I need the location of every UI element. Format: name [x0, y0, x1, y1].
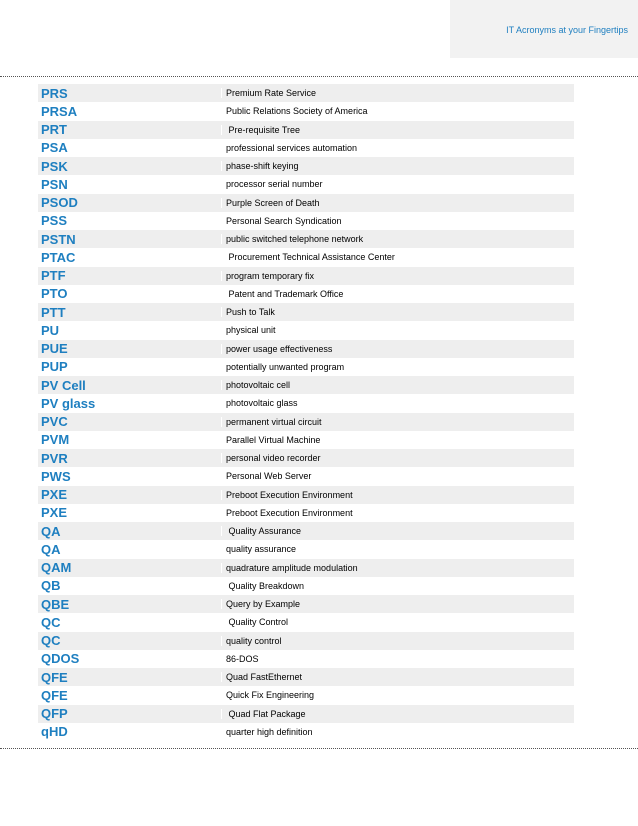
table-row: [38, 467, 574, 485]
acronym-cell: PSA: [41, 140, 68, 156]
acronym-cell: QBE: [41, 596, 70, 612]
acronym-cell: PSOD: [41, 195, 78, 211]
bottom-divider: [0, 748, 638, 749]
table-row: [38, 248, 574, 266]
definition-cell: quadrature amplitude modulation: [221, 563, 574, 573]
definition-cell: Public Relations Society of America: [221, 106, 574, 116]
table-row: [38, 376, 574, 394]
acronym-cell: QFE: [41, 687, 68, 703]
acronym-cell: PRT: [41, 122, 67, 138]
table-row: [38, 650, 574, 668]
definition-cell: public switched telephone network: [221, 234, 574, 244]
definition-cell: Preboot Execution Environment: [221, 508, 574, 518]
table-row: [38, 632, 574, 650]
acronym-cell: PSTN: [41, 231, 76, 247]
table-row: [38, 522, 574, 540]
table-row: [38, 139, 574, 157]
definition-cell: personal video recorder: [221, 453, 574, 463]
definition-cell: quality control: [221, 636, 574, 646]
definition-cell: Query by Example: [221, 599, 574, 609]
acronym-cell: PTO: [41, 286, 68, 302]
definition-cell: Personal Web Server: [221, 471, 574, 481]
acronym-cell: PXE: [41, 505, 68, 521]
table-row: [38, 194, 574, 212]
table-row: [38, 157, 574, 175]
acronym-cell: PSN: [41, 176, 68, 192]
table-row: [38, 212, 574, 230]
acronym-cell: PSS: [41, 213, 68, 229]
acronym-cell: PV Cell: [41, 377, 86, 393]
table-row: [38, 595, 574, 613]
table-row: [38, 230, 574, 248]
acronym-cell: PSK: [41, 158, 68, 174]
acronym-cell: PRS: [41, 85, 68, 101]
acronym-cell: qHD: [41, 724, 68, 740]
table-row: [38, 723, 574, 741]
definition-cell: Preboot Execution Environment: [221, 490, 574, 500]
acronym-cell: PV glass: [41, 395, 96, 411]
definition-cell: program temporary fix: [221, 271, 574, 281]
table-row: [38, 486, 574, 504]
definition-cell: 86-DOS: [221, 654, 574, 664]
definition-cell: Procurement Technical Assistance Center: [221, 252, 574, 262]
definition-cell: Purple Screen of Death: [221, 198, 574, 208]
table-row: [38, 102, 574, 120]
definition-cell: phase-shift keying: [221, 161, 574, 171]
acronym-cell: PXE: [41, 487, 68, 503]
table-row: [38, 285, 574, 303]
table-row: [38, 668, 574, 686]
table-row: [38, 431, 574, 449]
definition-cell: permanent virtual circuit: [221, 417, 574, 427]
table-row: [38, 303, 574, 321]
definition-cell: physical unit: [221, 325, 574, 335]
acronym-cell: PTAC: [41, 249, 76, 265]
table-row: [38, 504, 574, 522]
table-row: [38, 121, 574, 139]
acronym-cell: PVR: [41, 450, 68, 466]
table-row: [38, 340, 574, 358]
table-row: [38, 686, 574, 704]
acronym-cell: QC: [41, 633, 61, 649]
table-row: [38, 84, 574, 102]
table-row: [38, 267, 574, 285]
acronym-cell: PU: [41, 322, 60, 338]
acronym-cell: QFE: [41, 669, 68, 685]
acronym-cell: PVC: [41, 414, 68, 430]
definition-cell: Push to Talk: [221, 307, 574, 317]
definition-cell: power usage effectiveness: [221, 344, 574, 354]
acronym-table: [38, 84, 574, 741]
acronym-cell: PTF: [41, 268, 66, 284]
header-title: IT Acronyms at your Fingertips: [506, 25, 628, 35]
definition-cell: Pre-requisite Tree: [221, 125, 574, 135]
definition-cell: Personal Search Syndication: [221, 216, 574, 226]
acronym-cell: QDOS: [41, 651, 80, 667]
acronym-cell: PVM: [41, 432, 70, 448]
definition-cell: potentially unwanted program: [221, 362, 574, 372]
definition-cell: Quality Breakdown: [221, 581, 574, 591]
definition-cell: Quick Fix Engineering: [221, 690, 574, 700]
table-row: [38, 577, 574, 595]
table-row: [38, 613, 574, 631]
definition-cell: photovoltaic cell: [221, 380, 574, 390]
acronym-cell: PUE: [41, 341, 68, 357]
acronym-cell: QFP: [41, 706, 68, 722]
acronym-cell: PRSA: [41, 103, 78, 119]
definition-cell: Patent and Trademark Office: [221, 289, 574, 299]
table-row: [38, 413, 574, 431]
acronym-cell: QC: [41, 614, 61, 630]
definition-cell: photovoltaic glass: [221, 398, 574, 408]
acronym-cell: QA: [41, 541, 61, 557]
table-row: [38, 449, 574, 467]
table-row: [38, 394, 574, 412]
table-row: [38, 358, 574, 376]
definition-cell: quality assurance: [221, 544, 574, 554]
acronym-cell: PTT: [41, 304, 66, 320]
top-divider: [0, 76, 638, 77]
table-row: [38, 321, 574, 339]
acronym-cell: QB: [41, 578, 61, 594]
table-row: [38, 559, 574, 577]
definition-cell: professional services automation: [221, 143, 574, 153]
definition-cell: quarter high definition: [221, 727, 574, 737]
table-row: [38, 540, 574, 558]
definition-cell: Parallel Virtual Machine: [221, 435, 574, 445]
table-row: [38, 705, 574, 723]
table-row: [38, 175, 574, 193]
definition-cell: processor serial number: [221, 179, 574, 189]
header-box: [450, 0, 638, 58]
definition-cell: Quad Flat Package: [221, 709, 574, 719]
definition-cell: Quality Assurance: [221, 526, 574, 536]
definition-cell: Quad FastEthernet: [221, 672, 574, 682]
definition-cell: Premium Rate Service: [221, 88, 574, 98]
acronym-cell: QAM: [41, 560, 72, 576]
acronym-cell: PUP: [41, 359, 68, 375]
acronym-cell: QA: [41, 523, 61, 539]
acronym-cell: PWS: [41, 468, 71, 484]
definition-cell: Quality Control: [221, 617, 574, 627]
